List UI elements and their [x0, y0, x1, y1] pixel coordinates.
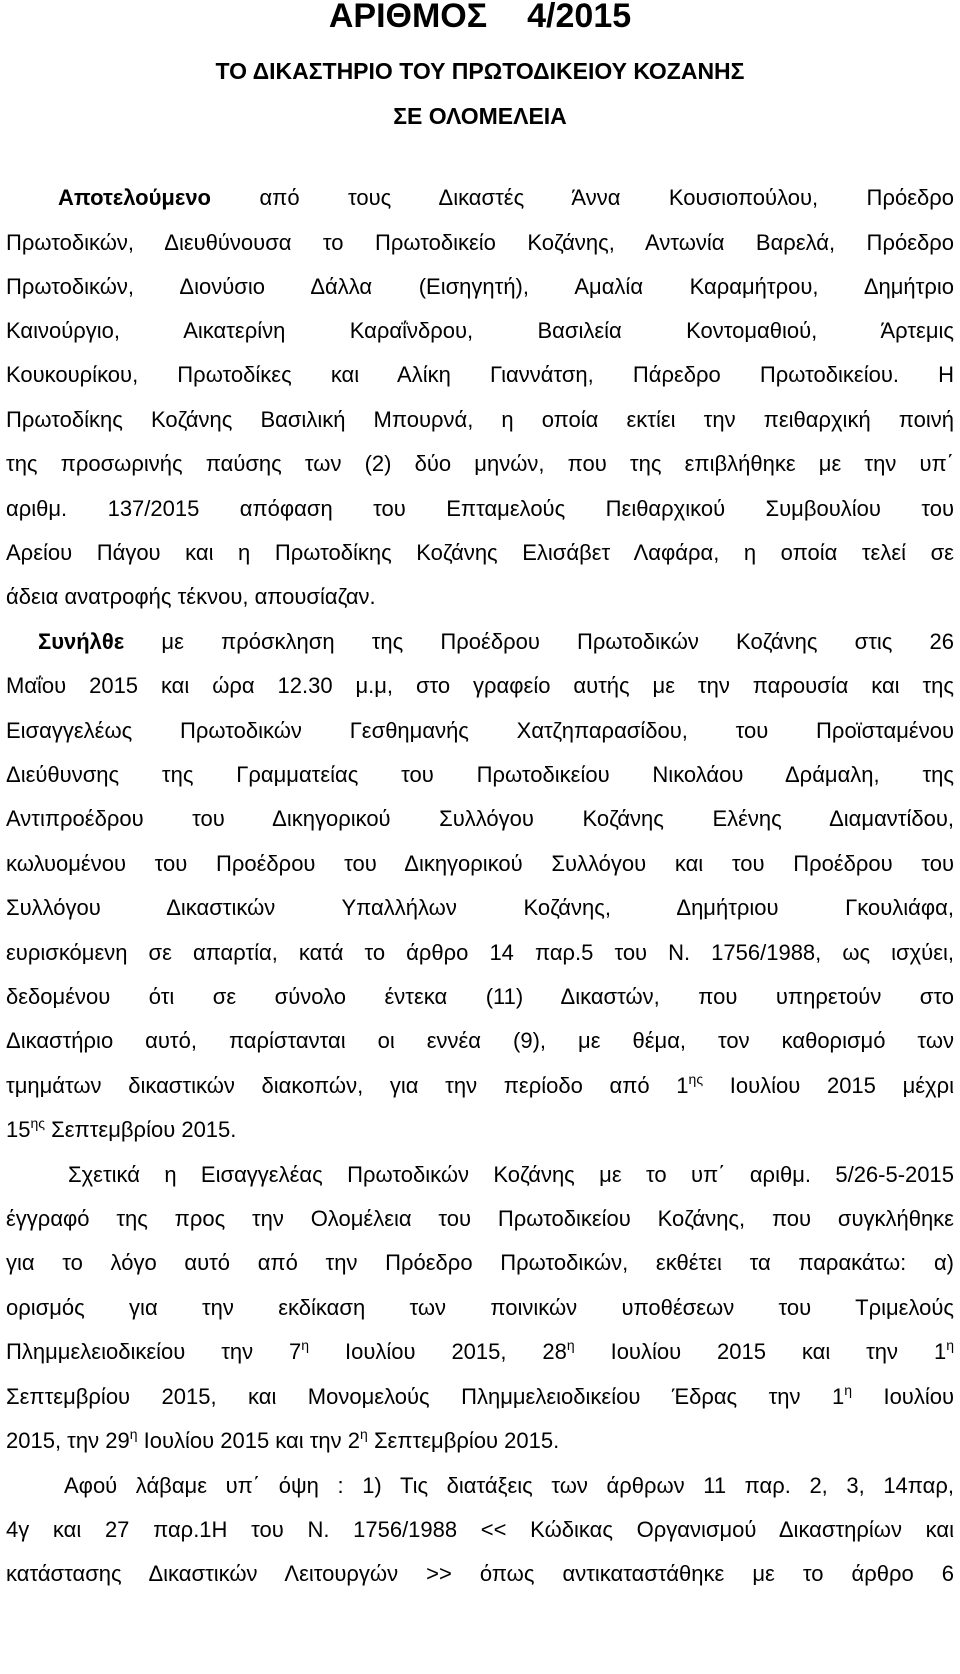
body-line: Διεύθυνσης της Γραμματείας του Πρωτοδικείου Νικολάου Δράμαλη, της	[6, 762, 954, 787]
body-line: κατάστασης Δικαστικών Λειτουργών >> όπως αντικαταστάθηκε με το άρθρο 6	[6, 1561, 954, 1586]
body-line: Αντιπροέδρου του Δικηγορικού Συλλόγου Κοζάνης Ελένης Διαμαντίδου,	[6, 806, 954, 831]
body-line: $15^{\eta\varsigma}$ Σεπτεμβρίου 2015.	[6, 1115, 237, 1142]
body-line: Καινούργιο, Αικατερίνη Καραΐνδρου, Βασιλεία Κοντομαθιού, Άρτεμις	[6, 318, 954, 343]
body-line: ευρισκόμενη σε απαρτία, κατά το άρθρο 14 παρ.5 του Ν. 1756/1988, ως ισχύει,	[6, 940, 954, 965]
body-line: άδεια ανατροφής τέκνου, απουσίαζαν.	[6, 584, 376, 609]
body-line: Πρωτοδικών, Διονύσιο Δάλλα (Εισηγητή), Αμαλία Καραμήτρου, Δημήτριο	[6, 274, 954, 299]
document-number-value: 4/2015	[527, 0, 632, 35]
body-line: Εισαγγελέως Πρωτοδικών Γεσθημανής Χατζηπαρασίδου, του Προϊσταμένου	[6, 718, 954, 743]
body-line: Κουκουρίκου, Πρωτοδίκες και Αλίκη Γιαννάτση, Πάρεδρο Πρωτοδικείου. Η	[6, 362, 954, 387]
body-line: Αρείου Πάγου και η Πρωτοδίκης Κοζάνης Ελισάβετ Λαφάρα, η οποία τελεί σε	[6, 540, 954, 565]
body-line: Πρωτοδίκης Κοζάνης Βασιλική Μπουρνά, η οποία εκτίει την πειθαρχική ποινή	[6, 407, 954, 432]
body-line: Δικαστήριο αυτό, παρίστανται οι εννέα (9), με θέμα, τον καθορισμό των	[6, 1028, 954, 1053]
document-number-heading	[0, 0, 960, 34]
body-line: Σεπτεμβρίου 2015, και Μονομελούς Πλημμελειοδικείου Έδρας την $1^\eta$ Ιουλίου	[6, 1382, 954, 1409]
body-line: Πλημμελειοδικείου την $7^\eta$ Ιουλίου 2015, $28^\eta$ Ιουλίου 2015 και την $1^\eta$	[6, 1337, 954, 1364]
body-line: Αποτελούμενο από τους Δικαστές Άννα Κουσιοπούλου, Πρόεδρο	[58, 185, 954, 210]
session-heading: ΣΕ ΟΛΟΜΕΛΕΙΑ	[393, 103, 567, 129]
body-line: κωλυομένου του Προέδρου του Δικηγορικού Συλλόγου και του Προέδρου του	[6, 851, 954, 876]
body-line: για το λόγο αυτό από την Πρόεδρο Πρωτοδικών, εκθέτει τα παρακάτω: α)	[6, 1250, 954, 1275]
body-line: 2015, την $29^\eta$ Ιουλίου 2015 και την $2^\eta$ Σεπτεμβρίου 2015.	[6, 1426, 560, 1453]
document-number-label: ΑΡΙΘΜΟΣ	[328, 0, 488, 35]
bold-term: Συνήλθε	[38, 629, 125, 654]
body-line: Συλλόγου Δικαστικών Υπαλλήλων Κοζάνης, Δημήτριου Γκουλιάφα,	[6, 895, 954, 920]
body-line: Πρωτοδικών, Διευθύνουσα το Πρωτοδικείο Κοζάνης, Αντωνία Βαρελά, Πρόεδρο	[6, 230, 954, 255]
body-line: Αφού λάβαμε υπ΄ όψη : 1) Τις διατάξεις των άρθρων 11 παρ. 2, 3, 14παρ,	[64, 1473, 954, 1498]
body-line: ορισμός για την εκδίκαση των ποινικών υποθέσεων του Τριμελούς	[6, 1295, 954, 1320]
body-line: 4γ και 27 παρ.1Η του Ν. 1756/1988 << Κώδικας Οργανισμού Δικαστηρίων και	[6, 1517, 954, 1542]
body-line: έγγραφό της προς την Ολομέλεια του Πρωτοδικείου Κοζάνης, που συγκλήθηκε	[6, 1206, 954, 1231]
body-line: Σχετικά η Εισαγγελέας Πρωτοδικών Κοζάνης με το υπ΄ αριθμ. 5/26-5-2015	[68, 1162, 954, 1187]
body-line: Συνήλθε με πρόσκληση της Προέδρου Πρωτοδικών Κοζάνης στις 26	[38, 629, 954, 654]
body-line: Μαΐου 2015 και ώρα 12.30 μ.μ, στο γραφείο αυτής με την παρουσία και της	[6, 673, 954, 698]
body-line: τμημάτων δικαστικών διακοπών, για την περίοδο από $1^{\eta\varsigma}$ Ιουλίου 2015 μέχρι	[6, 1071, 955, 1098]
body-line: αριθμ. 137/2015 απόφαση του Επταμελούς Πειθαρχικού Συμβουλίου του	[6, 496, 954, 521]
bold-term: Αποτελούμενο	[58, 185, 211, 210]
body-line: της προσωρινής παύσης των (2) δύο μηνών, που της επιβλήθηκε με την υπ΄	[6, 451, 954, 476]
body-line: δεδομένου ότι σε σύνολο έντεκα (11) Δικαστών, που υπηρετούν στο	[6, 984, 954, 1009]
court-heading: ΤΟ ΔΙΚΑΣΤΗΡΙΟ ΤΟΥ ΠΡΩΤΟΔΙΚΕΙΟΥ ΚΟΖΑΝΗΣ	[215, 58, 745, 84]
